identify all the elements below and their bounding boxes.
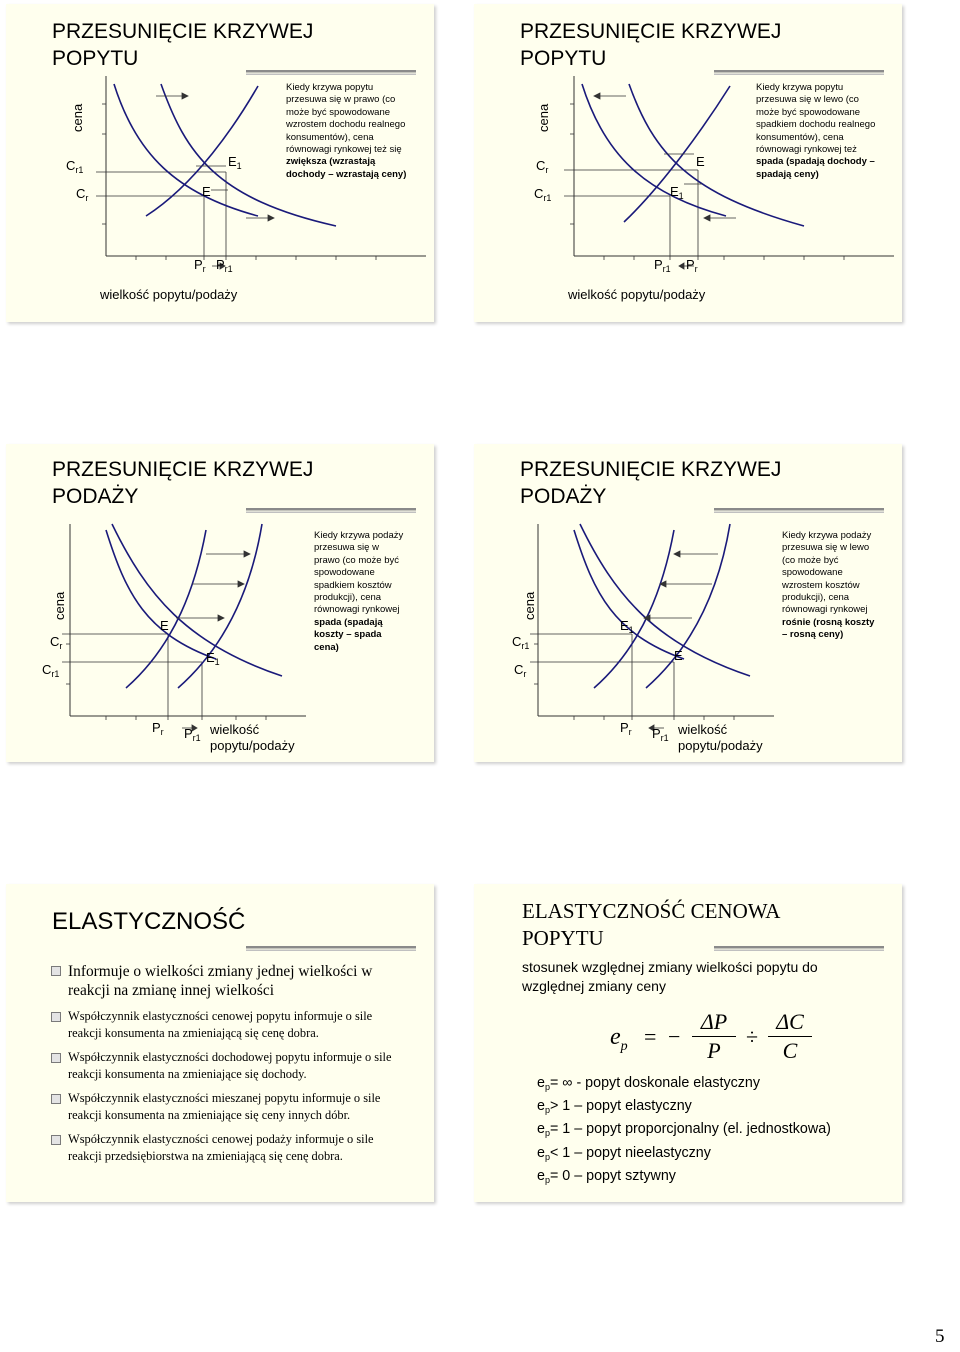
slide-title: PRZESUNIĘCIE KRZYWEJ PODAŻY <box>520 458 782 508</box>
price-label-cr: $C_r$ <box>536 158 549 175</box>
elasticity-bullet-list <box>50 962 405 1172</box>
slide-title: PRZESUNIĘCIE KRZYWEJ POPYTU <box>52 20 314 70</box>
elasticity-formula: $e_p$ = − ΔP P ÷ ΔC C <box>610 1008 850 1068</box>
quantity-label-pr1: $P_{r1}$ <box>652 726 669 743</box>
list-item: Współczynnik elastyczności cenowej podaży informuje o sile reakcji przedsiębiorstwa na zmieniającą się cenę dobra. <box>50 1131 405 1165</box>
slide-demand-shift-right <box>6 4 434 322</box>
slide-title: PRZESUNIĘCIE KRZYWEJ POPYTU <box>520 20 782 70</box>
x-axis-label: wielkość popytu/podaży <box>100 287 238 302</box>
price-label-cr: $C_r$ <box>76 186 89 203</box>
quantity-label-pr: $P_r$ <box>620 720 632 737</box>
slide-subtitle: stosunek względnej zmiany wielkości popytu do względnej zmiany ceny <box>522 959 818 994</box>
slide-demand-shift-left <box>474 4 902 322</box>
quantity-label-pr1: $P_{r1}$ <box>654 257 671 274</box>
y-axis-label: cena <box>52 591 67 620</box>
price-label-cr: $C_r$ <box>514 662 527 679</box>
equilibrium-e: E <box>674 648 683 663</box>
slide-description: Kiedy krzywa popytu przesuwa się w prawo (co może być spowodowane wzrostem dochodu realnego konsumentów), cena równowagi rynkowej też się zwiększa (wzrastają dochody – wzrastają ceny) <box>286 82 407 180</box>
equilibrium-e: E <box>696 154 705 169</box>
slide-description: Kiedy krzywa podaży przesuwa się w lewo (co może być spowodowane wzrostem kosztów produkcji), cena równowagi rynkowej rośnie (rosną koszty – rosną ceny) <box>782 530 875 641</box>
equilibrium-e: E <box>160 618 169 633</box>
x-axis-label: wielkość popytu/podaży <box>210 722 295 753</box>
quantity-label-pr: $P_r$ <box>194 257 206 274</box>
y-axis-label: cena <box>536 103 551 132</box>
list-item: $e_p= 1$ – popyt proporcjonalny (el. jednostkowa) <box>537 1121 831 1139</box>
quantity-label-pr: $P_r$ <box>686 257 698 274</box>
list-item: Współczynnik elastyczności dochodowej popytu informuje o sile reakcji konsumenta na zmieniające się dochody. <box>50 1049 405 1083</box>
quantity-label-pr: $P_r$ <box>152 720 164 737</box>
title-underline <box>714 946 884 952</box>
slide-supply-shift-left <box>474 444 902 762</box>
price-label-cr1: $C_{r1}$ <box>512 634 530 651</box>
bullet-square-icon <box>51 966 61 976</box>
bullet-square-icon <box>51 1053 61 1063</box>
list-item: Współczynnik elastyczności cenowej popytu informuje o sile reakcji konsumenta na zmieniającą się cenę dobra. <box>50 1008 405 1042</box>
equilibrium-e: E <box>202 184 211 199</box>
list-item: $e_p=$ ∞ - popyt doskonale elastyczny <box>537 1075 761 1092</box>
slide-title: PRZESUNIĘCIE KRZYWEJ PODAŻY <box>52 458 314 508</box>
list-item: Informuje o wielkości zmiany jednej wielkości w reakcji na zmianę innej wielkości <box>50 962 405 1000</box>
bullet-square-icon <box>51 1094 61 1104</box>
price-label-cr1: $C_{r1}$ <box>534 186 552 203</box>
slide-description: Kiedy krzywa podaży przesuwa się w prawo (co może być spowodowane spadkiem kosztów produkcji), cena równowagi rynkowej spada (spadają koszty – spada cena) <box>314 530 404 653</box>
equilibrium-e1: $E_1$ <box>206 650 220 667</box>
elasticity-value-list <box>537 1074 831 1190</box>
quantity-label-pr1: $P_{r1}$ <box>184 726 201 743</box>
x-axis-label: wielkość popytu/podaży <box>678 722 763 753</box>
slide-title: ELASTYCZNOŚĆ <box>52 908 246 935</box>
bullet-square-icon <box>51 1135 61 1145</box>
price-label-cr1: $C_{r1}$ <box>66 158 84 175</box>
equilibrium-e1: $E_1$ <box>228 154 242 171</box>
title-underline <box>246 946 416 952</box>
list-item: Współczynnik elastyczności mieszanej popytu informuje o sile reakcji konsumenta na zmieniające się ceny innych dóbr. <box>50 1090 405 1124</box>
price-label-cr: $C_r$ <box>50 634 63 651</box>
y-axis-label: cena <box>70 103 85 132</box>
x-axis-label: wielkość popytu/podaży <box>568 287 706 302</box>
bullet-square-icon <box>51 1012 61 1022</box>
equilibrium-e1: $E_1$ <box>670 184 684 201</box>
list-item: $e_p= 0$ – popyt sztywny <box>537 1167 676 1185</box>
list-item: $e_p< 1$ – popyt nieelastyczny <box>537 1144 711 1162</box>
page-number: 5 <box>935 1326 945 1347</box>
slide-supply-shift-right <box>6 444 434 762</box>
y-axis-label: cena <box>522 591 537 620</box>
slide-description: Kiedy krzywa popytu przesuwa się w lewo (co może być spowodowane spadkiem dochodu realnego konsumentów), cena równowagi rynkowej też spada (spadają dochody – spadają ceny) <box>756 82 876 180</box>
quantity-label-pr1: $P_{r1}$ <box>216 257 233 274</box>
slide-title: ELASTYCZNOŚĆ CENOWA POPYTU <box>522 899 781 950</box>
price-label-cr1: $C_{r1}$ <box>42 662 60 679</box>
list-item: $e_p> 1$ – popyt elastyczny <box>537 1098 692 1116</box>
equilibrium-e1: $E_1$ <box>620 618 634 635</box>
